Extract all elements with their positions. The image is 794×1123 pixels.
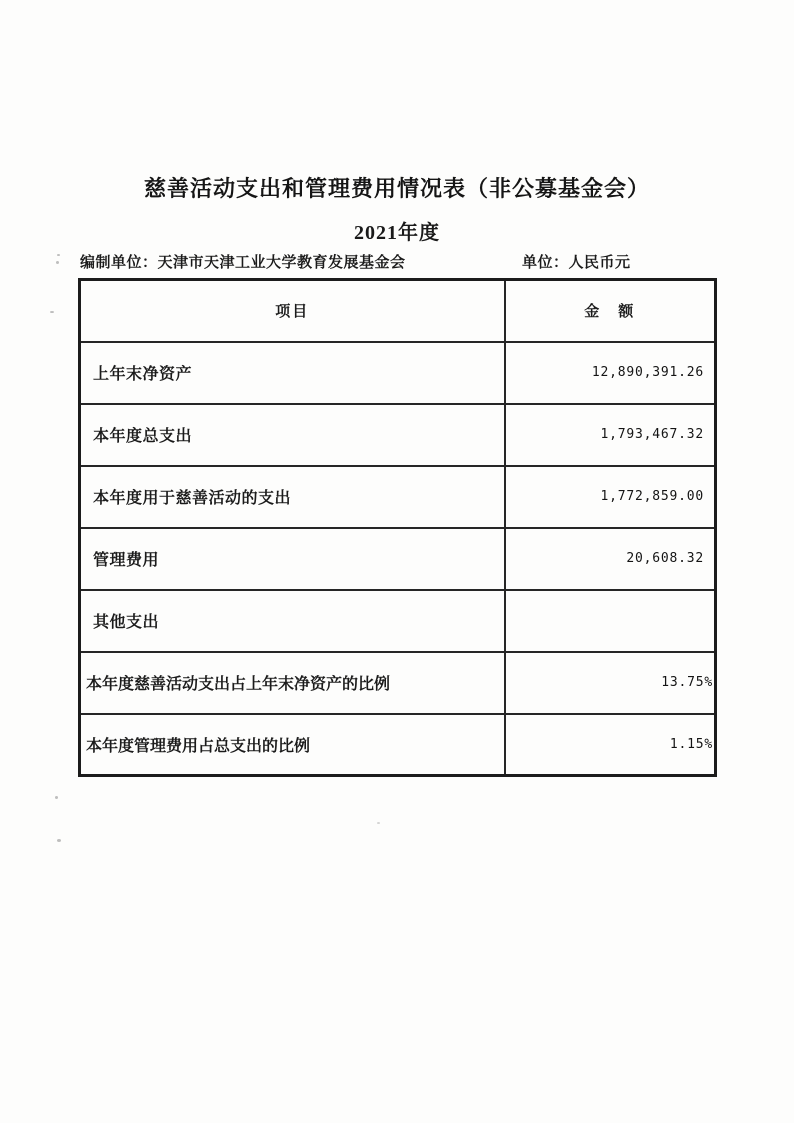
scan-speckle — [56, 261, 59, 264]
prepared-by-line: 编制单位：天津市天津工业大学教育发展基金会 — [80, 255, 406, 271]
row-value: 1,772,859.00 — [505, 466, 716, 528]
row-label: 管理费用 — [80, 528, 505, 590]
row-value: 12,890,391.26 — [505, 342, 716, 404]
row-label: 本年度管理费用占总支出的比例 — [80, 714, 505, 776]
row-value: 1.15% — [505, 714, 716, 776]
currency-unit-line: 单位：人民币元 — [522, 255, 631, 271]
table-header-row — [80, 280, 716, 342]
row-label: 本年度慈善活动支出占上年末净资产的比例 — [80, 652, 505, 714]
column-header-amount: 金 额 — [505, 280, 716, 342]
row-label: 本年度总支出 — [80, 404, 505, 466]
table-row — [80, 714, 716, 776]
document-year: 2021年度 — [354, 222, 440, 244]
table-row — [80, 404, 716, 466]
document-title: 慈善活动支出和管理费用情况表（非公募基金会） — [143, 176, 650, 201]
row-label: 上年末净资产 — [80, 342, 505, 404]
row-label: 其他支出 — [80, 590, 505, 652]
table-row — [80, 466, 716, 528]
row-value: 1,793,467.32 — [505, 404, 716, 466]
table-row — [80, 528, 716, 590]
row-value — [505, 590, 716, 652]
scan-speckle — [50, 311, 54, 313]
scan-speckle — [377, 822, 380, 824]
scan-speckle — [57, 254, 60, 256]
row-value: 13.75% — [505, 652, 716, 714]
row-label: 本年度用于慈善活动的支出 — [80, 466, 505, 528]
table-row — [80, 590, 716, 652]
charity-expenditure-table — [78, 278, 717, 777]
scan-speckle — [57, 839, 61, 842]
scan-speckle — [55, 796, 58, 799]
column-header-item: 项目 — [80, 280, 505, 342]
table-row — [80, 342, 716, 404]
row-value: 20,608.32 — [505, 528, 716, 590]
table-row — [80, 652, 716, 714]
